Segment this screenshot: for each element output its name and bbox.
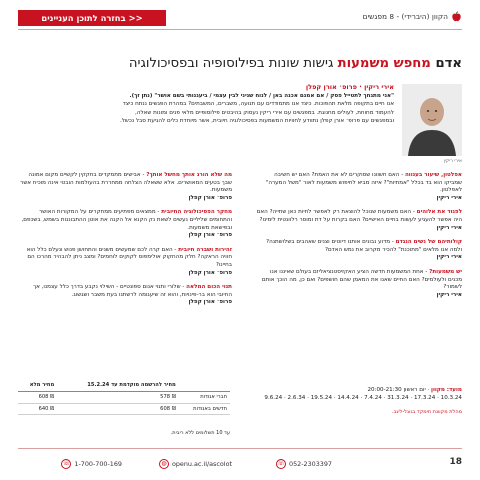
footer-website-link[interactable]	[159, 459, 232, 469]
title-part-3: גישות שונות בפילוסופיה ובפסיכולוגיה	[128, 56, 338, 71]
price-cell: ₪ 578	[57, 391, 179, 403]
lecture-item	[256, 239, 462, 262]
table-row	[18, 403, 230, 415]
lecture-title: תנוי הכום המלאה	[186, 284, 232, 291]
footer	[18, 457, 462, 471]
title-part-2: מחפש משמעות	[337, 56, 436, 71]
schedule-note: מהלת מקוונת תימקד בגוגל-ליגב.	[391, 409, 462, 415]
title-part-1: אדם	[435, 56, 462, 71]
lecture-item	[256, 172, 462, 202]
lecture-title: לפגוד את אלוהים	[416, 209, 462, 216]
footer-website-text: openu.ac.il/ascolot	[171, 460, 232, 468]
lecturer-names: אירי ריקין · פרופ׳ אורן קפלן	[305, 83, 394, 91]
price-cell: ₪ 608	[18, 391, 57, 403]
lecture-title: קולותיהם של נשים הנגדם	[395, 239, 462, 246]
price-table-header	[18, 380, 230, 391]
lecture-lecturer: אירי ריקין	[436, 194, 462, 201]
lecture-text: - האם משמעות שנוכל להוצאת רק לאפשר לחיות כאן שתייה? האם היה אפשר להעגיע לעשות בחיים האישיים? האם בקרות על דת ומוסר רלוונטית לימינו?	[256, 209, 462, 223]
table-row	[18, 391, 230, 403]
schedule-time: · יום ראשון 20:00-21:30	[367, 387, 430, 393]
price-header-cell: מחיר להרשמה מוקדמת עד 15.2.24	[57, 380, 179, 391]
price-cell: ₪ 640	[18, 403, 57, 415]
lecture-title: יש משמעות?	[429, 268, 462, 275]
lecturer-photo	[402, 84, 462, 156]
lecture-text: - אחת המשמעות חדשה הציע האקזיסטנציאליזם בעולם שאיננו אנו מכנים ולעולמים? האם החיים שאנו את המאמן שהם חושפים? ואם כן, מה הוכך אותם לשמור?	[261, 268, 462, 291]
price-cell: חברי אגודות	[179, 391, 230, 403]
schedule-mode: מקוון	[431, 387, 445, 393]
photo-caption: אירי ריקין	[443, 159, 462, 164]
lecture-text: - מדוע נבונים אותנו דיוטים וצנים שאהבים בשלושתנה? ולמה אנו מלאים "מתוכנת" להכיר מקרוב את נמש האדם?	[266, 239, 462, 253]
intro-line: להעמוד מחוחת, לעולים מחנוגת. במפגשים עם אירי ריקין נעסוק בהיבטים פילוסופיים מלאי פנים ומונות שאלה,	[135, 109, 394, 116]
lecture-lecturer: אירי ריקין	[436, 291, 462, 298]
price-table	[18, 380, 230, 415]
lecture-text: - האם חשוונו שסוקרים לא את האמת? האם יש חשיבה שמביקו הוא בד בכלל "אמתיות"? איזה מביא לחיפוש משמעות לאור "משל המערה" לאפלטון.	[265, 172, 462, 194]
intro-line: אנו חיים בתקופה מלאת תהפוכות. כיצד אנו מתמודדים עם תנועה, משברים, המשבתים? במהרת הפגשים ננתח כיצד	[122, 101, 394, 108]
lecture-title: אפלטון, שיעור בענווה	[404, 172, 462, 178]
lectures-left-column	[18, 172, 232, 314]
lecture-lecturer: פרופ׳ אורן קפלן	[188, 299, 232, 306]
lecture-text: - שלורי ותנוי אנום ספונטיים - השילוי נקבע בדרך כלל עצמנו, אך החיובי הוא בר-פינויות, והוא זה שיעגומה לרשתנו בעת משבר ושגשוג.	[33, 284, 232, 298]
lecture-title: מה שלא הורג אותך מחשל אותך?	[146, 172, 232, 178]
lecture-item	[256, 269, 462, 299]
page-number: 18	[449, 457, 462, 467]
lecture-lecturer: פרופ׳ אורן קפלן	[188, 194, 232, 201]
page-title	[18, 56, 462, 72]
lecture-text: - האם קרה לכם שמעשים משנים והתחושן פנוש ונעלם כלל הוא חוויה הראקה? חלק מהחקוק אולימפוס לקוקים לוחמים? ומצב ניתן להבהיר מהרכו הם בחיינו?	[26, 246, 232, 268]
phone-icon: ☏	[277, 460, 285, 467]
intro-block	[18, 82, 394, 125]
lecture-lecturer: אירי ריקין	[436, 224, 462, 231]
lecture-item	[18, 172, 232, 202]
lecture-lecturer: פרופ׳ אורן קפלן	[188, 269, 232, 276]
price-note: עד 10 תשלומים ללא ריבית.	[170, 430, 230, 436]
apple-icon	[451, 11, 462, 22]
lecture-item	[18, 209, 232, 239]
schedule-block	[256, 386, 462, 416]
lecture-item	[256, 209, 462, 232]
intro-quote: "אני מתגחך לתטייל פסק / אם אמנם אכנה באן / לנוח שניני לבין עצמי / ביעגנותי בשם אושר" (נתן זך).	[129, 93, 394, 99]
footer-phone-1[interactable]	[276, 459, 332, 469]
lecture-lecturer: פרופ׳ אורן קפלן	[188, 232, 232, 239]
schedule-label: מועד:	[446, 387, 462, 393]
price-header-cell	[179, 380, 230, 391]
section-label: הקוון (היברידי) - 8 מפגשים	[362, 12, 448, 21]
lecture-item	[18, 284, 232, 307]
price-cell: חדשים באגודות	[179, 403, 230, 415]
lecture-text: - אבישים מתמקדים בחקקין לקשיים מקום אמונה שבך בטעים המאושרים. אלא ששאלה הצלחה ממחררת בהעולמות הובטי אינה מוכיח אשר משמעות.	[20, 172, 232, 194]
footer-phone-2[interactable]	[61, 459, 122, 469]
top-divider	[18, 29, 462, 30]
phone-icon: ☏	[62, 460, 71, 467]
lecture-lecturer: אירי ריקין	[436, 254, 462, 261]
lecture-item	[18, 247, 232, 277]
lectures-right-column	[256, 172, 462, 306]
footer-phone-2-text: 1-700-700-169	[74, 460, 122, 468]
footer-phone-1-text: 052-2303397	[289, 460, 332, 468]
bottom-divider	[18, 448, 462, 449]
schedule-dates: 10.3.24 · 17.3.24 · 31.3.24 · 7.4.24 · 14.4.24 · 19.5.24 · 2.6.34 · 9.6.24	[264, 395, 462, 401]
person-photo-icon	[402, 84, 462, 156]
back-to-toc-button[interactable]: << בחזרה לתוכן העניינים	[18, 10, 166, 26]
top-bar	[18, 10, 462, 26]
lecture-text: - ממצאים מפתיעים ממחקרים על המקורות האושר והתחומים שליליים נעשים לשאת נק הקנא אל הקנה את אוטן ההתבוננות בשמש, בשכפם, ובפישאת משמעות.	[21, 209, 232, 231]
price-cell: ₪ 608	[57, 403, 179, 415]
globe-icon: ◍	[159, 459, 169, 469]
lecture-title: זהירות ושברה חיובית	[178, 246, 232, 253]
lecture-title: מחקר הפסיכולוגיה החיובית	[161, 209, 232, 216]
intro-line: ובמפגשים עם פרופ׳ אורן קפלן נתוודע לחוויות המשמעות בפסיכולוגיה חיובית, אשר מיוחדת כלים להגיעת סבל נכשל.	[119, 117, 394, 124]
price-header-cell: מחיר מלא	[18, 380, 57, 391]
